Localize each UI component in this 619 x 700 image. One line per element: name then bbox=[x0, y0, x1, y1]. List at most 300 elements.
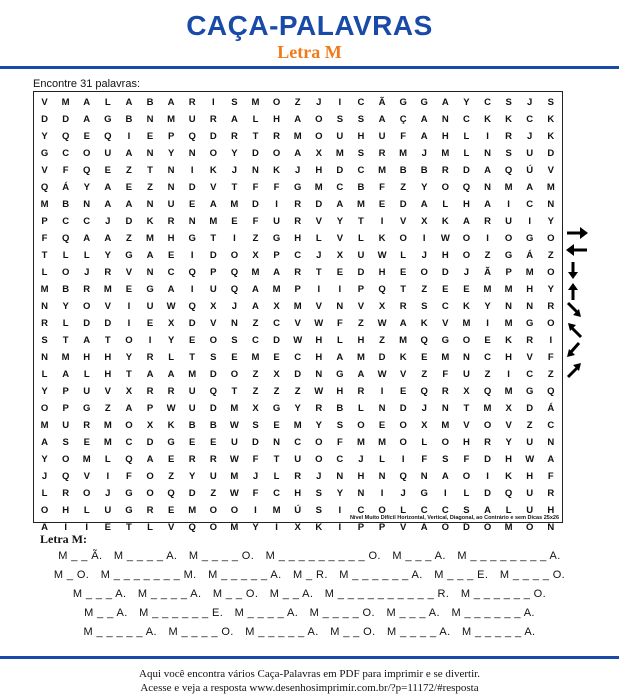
grid-letter: H bbox=[547, 505, 555, 516]
grid-letter: Y bbox=[62, 301, 69, 312]
grid-letter: O bbox=[209, 505, 217, 516]
grid-letter: I bbox=[486, 318, 489, 329]
grid-letter: O bbox=[547, 318, 555, 329]
grid-letter: E bbox=[83, 437, 90, 448]
grid-letter: H bbox=[167, 233, 175, 244]
grid-letter: O bbox=[315, 437, 323, 448]
grid-letter: M bbox=[293, 420, 302, 431]
grid-letter: D bbox=[357, 267, 365, 278]
grid-letter: N bbox=[526, 301, 534, 312]
grid-letter: W bbox=[166, 301, 176, 312]
grid-letter: O bbox=[441, 182, 450, 193]
grid-letter: C bbox=[484, 97, 491, 108]
grid-letter: Z bbox=[421, 369, 428, 380]
grid-letter: M bbox=[146, 233, 154, 244]
grid-letter: D bbox=[146, 437, 154, 448]
grid-letter: O bbox=[462, 233, 471, 244]
grid-letter: O bbox=[483, 522, 492, 533]
grid-letter: M bbox=[209, 216, 218, 227]
grid-letter: I bbox=[486, 471, 489, 482]
grid-letter: R bbox=[83, 420, 91, 431]
grid-letter: K bbox=[378, 233, 386, 244]
grid-letter: Y bbox=[231, 148, 238, 159]
grid-letter: M bbox=[314, 182, 323, 193]
grid-letter: A bbox=[62, 369, 70, 380]
grid-letter: P bbox=[146, 403, 154, 414]
grid-letter: I bbox=[254, 505, 257, 516]
grid-letter: J bbox=[527, 131, 533, 142]
grid-letter: Z bbox=[168, 471, 175, 482]
grid-letter: O bbox=[399, 233, 407, 244]
grid-letter: S bbox=[505, 148, 512, 159]
grid-letter: N bbox=[230, 318, 238, 329]
grid-letter: I bbox=[275, 199, 278, 210]
grid-letter: Ã bbox=[378, 97, 386, 108]
grid-letter: W bbox=[525, 454, 535, 465]
grid-letter: H bbox=[62, 505, 70, 516]
grid-letter: G bbox=[272, 233, 281, 244]
word-blank: M _ _ A. bbox=[84, 607, 128, 619]
grid-letter: F bbox=[273, 182, 280, 193]
grid-letter: M bbox=[293, 131, 302, 142]
grid-letter: W bbox=[314, 386, 324, 397]
word-blank: M _ _ _ _ A. bbox=[137, 588, 202, 600]
grid-letter: P bbox=[357, 284, 365, 295]
grid-letter: T bbox=[41, 250, 48, 261]
grid-letter: R bbox=[146, 386, 154, 397]
word-blank: M _ _ _ A. bbox=[386, 607, 440, 619]
grid-letter: A bbox=[167, 97, 175, 108]
grid-letter: T bbox=[126, 522, 132, 533]
grid-letter: V bbox=[210, 182, 217, 193]
grid-letter: A bbox=[83, 335, 91, 346]
grid-letter: X bbox=[421, 216, 428, 227]
grid-letter: Y bbox=[104, 250, 111, 261]
grid-letter: U bbox=[104, 505, 112, 516]
grid-letter: D bbox=[526, 403, 534, 414]
word-blank: M _ _ _ A. bbox=[392, 550, 446, 562]
grid-letter: A bbox=[526, 182, 534, 193]
grid-letter: I bbox=[338, 97, 342, 108]
grid-letter: Z bbox=[484, 369, 491, 380]
grid-letter: X bbox=[252, 403, 259, 414]
grid-letter: D bbox=[484, 454, 491, 465]
grid-letter: S bbox=[357, 114, 365, 125]
arrow-up-icon bbox=[565, 282, 589, 300]
grid-letter: N bbox=[252, 165, 259, 176]
grid-letter: M bbox=[378, 437, 386, 448]
grid-letter: W bbox=[377, 369, 387, 380]
grid-letter: J bbox=[105, 488, 111, 499]
grid-letter: C bbox=[62, 148, 70, 159]
grid-letter: H bbox=[104, 352, 112, 363]
grid-letter: N bbox=[420, 471, 428, 482]
letter-grid bbox=[34, 94, 562, 536]
grid-letter: S bbox=[442, 454, 449, 465]
grid-letter: D bbox=[399, 199, 407, 210]
grid-letter: L bbox=[83, 250, 90, 261]
grid-letter: K bbox=[505, 335, 513, 346]
grid-letter: O bbox=[146, 488, 154, 499]
grid-letter: I bbox=[127, 301, 131, 312]
grid-letter: Á bbox=[526, 250, 534, 261]
grid-letter: C bbox=[336, 182, 344, 193]
section-label: Letra M: bbox=[40, 532, 87, 546]
grid-letter: E bbox=[146, 131, 154, 142]
grid-letter: R bbox=[273, 131, 281, 142]
grid-letter: I bbox=[486, 131, 489, 142]
word-blank: M _ _ O. bbox=[330, 626, 376, 638]
grid-letter: O bbox=[378, 505, 386, 516]
grid-letter: U bbox=[209, 471, 217, 482]
grid-letter: L bbox=[147, 522, 153, 533]
grid-letter: W bbox=[229, 454, 239, 465]
grid-letter: A bbox=[146, 454, 154, 465]
grid-letter: M bbox=[40, 420, 49, 431]
word-blank: M _ _ _ E. bbox=[434, 569, 489, 581]
grid-letter: Á bbox=[62, 182, 70, 193]
grid-letter: O bbox=[61, 267, 70, 278]
grid-letter: R bbox=[83, 284, 91, 295]
word-list-line bbox=[0, 550, 619, 562]
grid-letter: Y bbox=[336, 216, 344, 227]
grid-letter: R bbox=[146, 505, 154, 516]
grid-letter: E bbox=[104, 522, 111, 533]
grid-letter: I bbox=[549, 335, 553, 346]
grid-letter: H bbox=[378, 267, 386, 278]
grid-letter: F bbox=[62, 165, 69, 176]
grid-letter: O bbox=[230, 369, 239, 380]
grid-letter: L bbox=[463, 488, 470, 499]
grid-letter: C bbox=[357, 165, 365, 176]
word-blank: M _ _ _ _ A. bbox=[113, 550, 178, 562]
grid-letter: B bbox=[62, 284, 70, 295]
grid-letter: T bbox=[62, 335, 69, 346]
grid-letter: X bbox=[125, 386, 133, 397]
word-blank: M _ _ _ _ _ A. bbox=[208, 569, 282, 581]
grid-letter: A bbox=[104, 199, 112, 210]
grid-letter: P bbox=[273, 250, 280, 261]
grid-letter: W bbox=[377, 318, 387, 329]
grid-letter: M bbox=[504, 318, 513, 329]
grid-letter: N bbox=[273, 437, 281, 448]
grid-letter: R bbox=[378, 148, 386, 159]
grid-letter: H bbox=[441, 131, 449, 142]
grid-letter: K bbox=[399, 352, 407, 363]
grid-letter: S bbox=[41, 335, 48, 346]
grid-letter: K bbox=[462, 301, 470, 312]
grid-letter: H bbox=[315, 165, 323, 176]
grid-letter: A bbox=[441, 471, 449, 482]
grid-letter: V bbox=[104, 386, 111, 397]
grid-letter: O bbox=[209, 522, 217, 533]
grid-letter: Y bbox=[83, 182, 90, 193]
grid-letter: E bbox=[167, 454, 175, 465]
arrow-down-icon bbox=[565, 262, 589, 280]
grid-letter: I bbox=[190, 165, 194, 176]
grid-letter: A bbox=[41, 437, 48, 448]
grid-letter: R bbox=[441, 386, 449, 397]
grid-letter: U bbox=[167, 199, 175, 210]
grid-letter: Q bbox=[504, 488, 513, 499]
grid-letter: Á bbox=[547, 403, 555, 414]
grid-letter: C bbox=[526, 114, 534, 125]
grid-letter: N bbox=[378, 471, 386, 482]
page-title: CAÇA-PALAVRAS bbox=[186, 10, 433, 41]
grid-letter: J bbox=[41, 471, 48, 482]
word-blank: M _ _ _ _ _ _ A. bbox=[451, 607, 535, 619]
grid-letter: A bbox=[125, 148, 133, 159]
grid-letter: M bbox=[188, 505, 197, 516]
grid-letter: A bbox=[294, 114, 302, 125]
grid-letter: N bbox=[336, 471, 344, 482]
grid-letter: D bbox=[209, 131, 217, 142]
grid-letter: H bbox=[315, 335, 323, 346]
word-list-line bbox=[0, 569, 619, 581]
grid-letter: M bbox=[356, 352, 365, 363]
grid-letter: K bbox=[505, 114, 513, 125]
grid-letter: O bbox=[526, 522, 534, 533]
grid-letter: I bbox=[190, 250, 194, 261]
arrow-down-left-icon bbox=[565, 341, 589, 359]
grid-letter: I bbox=[444, 488, 447, 499]
grid-letter: K bbox=[273, 165, 281, 176]
grid-letter: D bbox=[462, 165, 470, 176]
grid-letter: O bbox=[462, 471, 471, 482]
grid-letter: H bbox=[441, 250, 449, 261]
grid-letter: E bbox=[378, 199, 386, 210]
grid-letter: D bbox=[462, 522, 470, 533]
grid-letter: A bbox=[378, 114, 386, 125]
grid-letter: B bbox=[336, 403, 344, 414]
grid-letter: J bbox=[295, 165, 301, 176]
grid-letter: B bbox=[188, 420, 196, 431]
grid-letter: C bbox=[420, 505, 428, 516]
grid-letter: I bbox=[486, 233, 489, 244]
grid-letter: X bbox=[463, 386, 470, 397]
grid-letter: A bbox=[441, 97, 449, 108]
grid-letter: T bbox=[400, 284, 407, 295]
grid-letter: O bbox=[83, 488, 91, 499]
grid-letter: T bbox=[358, 216, 364, 227]
word-blank: M _ _ _ _ A. bbox=[234, 607, 299, 619]
grid-letter: T bbox=[147, 165, 153, 176]
page-subtitle: Letra M bbox=[277, 42, 342, 62]
grid-letter: M bbox=[546, 182, 555, 193]
grid-letter: Q bbox=[188, 522, 196, 533]
grid-letter: V bbox=[125, 267, 133, 278]
grid-letter: L bbox=[400, 505, 407, 516]
grid-letter: S bbox=[231, 97, 238, 108]
grid-letter: R bbox=[294, 199, 302, 210]
grid-letter: C bbox=[62, 216, 70, 227]
grid-letter: O bbox=[504, 233, 513, 244]
grid-letter: A bbox=[420, 522, 428, 533]
grid-letter: U bbox=[188, 403, 196, 414]
grid-letter: M bbox=[103, 284, 112, 295]
grid-letter: A bbox=[420, 199, 428, 210]
grid-letter: K bbox=[441, 216, 449, 227]
grid-letter: O bbox=[40, 505, 49, 516]
grid-letter: Ç bbox=[399, 114, 407, 125]
grid-letter: Y bbox=[315, 420, 322, 431]
grid-letter: U bbox=[188, 386, 196, 397]
grid-letter: V bbox=[547, 165, 554, 176]
grid-letter: M bbox=[378, 165, 386, 176]
grid-letter: R bbox=[484, 437, 491, 448]
grid-letter: O bbox=[125, 420, 133, 431]
grid-letter: N bbox=[378, 403, 386, 414]
grid-letter: G bbox=[125, 505, 133, 516]
grid-letter: U bbox=[209, 284, 217, 295]
grid-letter: A bbox=[336, 199, 344, 210]
grid-letter: L bbox=[41, 369, 48, 380]
grid-letter: N bbox=[41, 352, 48, 363]
grid-letter: N bbox=[441, 114, 449, 125]
grid-letter: Q bbox=[83, 165, 91, 176]
grid-letter: J bbox=[421, 148, 427, 159]
grid-letter: W bbox=[229, 420, 239, 431]
grid-letter: Z bbox=[210, 488, 217, 499]
grid-letter: X bbox=[273, 301, 280, 312]
grid-letter: J bbox=[231, 301, 238, 312]
grid-letter: Q bbox=[61, 131, 70, 142]
grid-letter: T bbox=[104, 335, 111, 346]
grid-letter: I bbox=[401, 454, 405, 465]
grid-letter: O bbox=[399, 437, 407, 448]
grid-letter: Y bbox=[547, 216, 554, 227]
grid-letter: S bbox=[315, 488, 322, 499]
grid-letter: K bbox=[547, 131, 555, 142]
grid-letter: M bbox=[251, 352, 260, 363]
grid-letter: P bbox=[62, 386, 69, 397]
grid-letter: J bbox=[231, 165, 238, 176]
grid-letter: X bbox=[378, 301, 386, 312]
grid-letter: F bbox=[442, 369, 449, 380]
grid-letter: V bbox=[83, 471, 90, 482]
grid-letter: M bbox=[230, 522, 239, 533]
grid-letter: M bbox=[293, 301, 302, 312]
grid-letter: O bbox=[315, 454, 323, 465]
grid-letter: K bbox=[547, 114, 555, 125]
grid-letter: J bbox=[463, 267, 470, 278]
grid-letter: W bbox=[314, 318, 324, 329]
grid-letter: X bbox=[336, 250, 344, 261]
grid-letter: D bbox=[188, 182, 196, 193]
grid-letter: I bbox=[148, 335, 152, 346]
word-blank: M _ _ _ _ _ _ _ _ _ O. bbox=[265, 550, 381, 562]
grid-letter: A bbox=[125, 403, 133, 414]
grid-letter: A bbox=[41, 522, 48, 533]
grid-letter: E bbox=[273, 352, 280, 363]
grid-letter: A bbox=[547, 454, 555, 465]
word-blank: M _ _ O. bbox=[212, 588, 259, 600]
grid-letter: O bbox=[125, 335, 133, 346]
grid-letter: N bbox=[462, 352, 470, 363]
grid-letter: G bbox=[188, 233, 196, 244]
grid-letter: X bbox=[210, 301, 217, 312]
grid-letter: B bbox=[62, 199, 70, 210]
grid-letter: V bbox=[210, 318, 217, 329]
grid-letter: U bbox=[378, 131, 386, 142]
grid-letter: Q bbox=[167, 488, 175, 499]
grid-letter: I bbox=[64, 522, 67, 533]
grid-letter: G bbox=[526, 318, 534, 329]
grid-letter: X bbox=[315, 148, 322, 159]
grid-letter: D bbox=[188, 318, 196, 329]
word-list-line bbox=[0, 626, 619, 638]
grid-letter: H bbox=[294, 488, 302, 499]
word-blank: M _ _ A. bbox=[269, 588, 314, 600]
grid-letter: E bbox=[125, 182, 133, 193]
grid-letter: C bbox=[252, 335, 259, 346]
grid-letter: L bbox=[62, 318, 69, 329]
grid-letter: Q bbox=[61, 471, 70, 482]
grid-letter: C bbox=[294, 352, 302, 363]
grid-letter: M bbox=[251, 97, 260, 108]
grid-letter: R bbox=[441, 165, 449, 176]
grid-letter: H bbox=[526, 471, 534, 482]
grid-letter: L bbox=[104, 97, 111, 108]
grid-letter: J bbox=[316, 250, 322, 261]
grid-letter: I bbox=[275, 522, 278, 533]
grid-letter: Y bbox=[167, 148, 175, 159]
grid-letter: L bbox=[400, 250, 407, 261]
grid-letter: E bbox=[273, 420, 280, 431]
grid-letter: Y bbox=[125, 352, 133, 363]
grid-letter: K bbox=[420, 318, 428, 329]
grid-letter: D bbox=[294, 369, 302, 380]
grid-letter: A bbox=[209, 199, 217, 210]
grid-letter: R bbox=[146, 352, 154, 363]
grid-letter: N bbox=[441, 403, 449, 414]
word-blank: M _ O. bbox=[53, 569, 90, 581]
grid-letter: C bbox=[441, 301, 449, 312]
grid-letter: R bbox=[294, 471, 302, 482]
grid-letter: X bbox=[273, 369, 280, 380]
word-blank: M _ _ _ _ O. bbox=[499, 569, 566, 581]
grid-letter: F bbox=[252, 454, 259, 465]
grid-letter: R bbox=[526, 335, 534, 346]
grid-letter: J bbox=[252, 471, 259, 482]
grid-letter: U bbox=[505, 216, 513, 227]
grid-letter: U bbox=[526, 505, 534, 516]
grid-letter: M bbox=[441, 420, 450, 431]
grid-letter: U bbox=[230, 437, 238, 448]
grid-letter: D bbox=[336, 165, 344, 176]
grid-letter: V bbox=[104, 301, 111, 312]
grid-letter: F bbox=[252, 216, 259, 227]
grid-letter: P bbox=[167, 131, 175, 142]
grid-letter: Q bbox=[462, 182, 471, 193]
grid-letter: D bbox=[484, 488, 491, 499]
footer-link-text: Acesse e veja a resposta www.desenhosimprimir.com.br/?p=11172/#resposta bbox=[140, 682, 479, 694]
grid-letter: S bbox=[336, 420, 344, 431]
grid-letter: A bbox=[104, 233, 112, 244]
word-blank: M _ _ _ _ _ A. bbox=[245, 626, 319, 638]
grid-letter: C bbox=[273, 318, 281, 329]
grid-letter: E bbox=[484, 335, 491, 346]
grid-letter: R bbox=[294, 267, 302, 278]
grid-letter: L bbox=[358, 403, 364, 414]
grid-letter: O bbox=[230, 250, 239, 261]
grid-letter: V bbox=[294, 318, 301, 329]
grid-letter: I bbox=[233, 233, 236, 244]
grid-letter: N bbox=[547, 199, 555, 210]
bottom-divider bbox=[0, 656, 619, 659]
grid-letter: D bbox=[441, 267, 449, 278]
grid-letter: H bbox=[273, 114, 281, 125]
